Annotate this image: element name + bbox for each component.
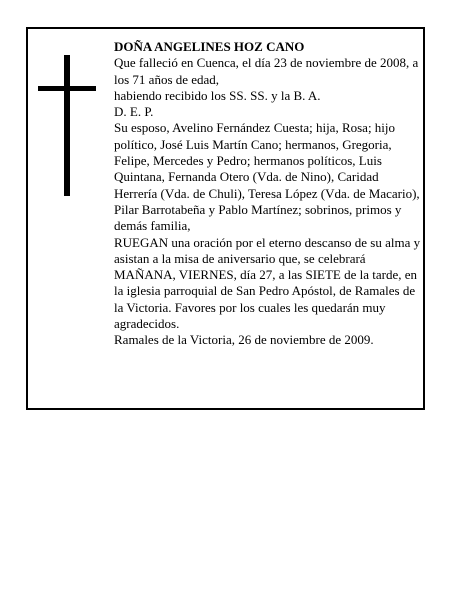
place-and-date: Ramales de la Victoria, 26 de noviembre de 2009. [114, 332, 374, 348]
family-list: Su esposo, Avelino Fernández Cuesta; hija, Rosa; hijo político, José Luis Martín Cano; hermanos, Gregoria, Felipe, Mercedes y Pedro; hermanos políticos, Luis Quintana, Fernanda Otero (Vda. de Nino), Caridad Herrería (Vda. de Chuli), Teresa López (Vda. de Macario), Pilar Barrotabeña y Pablo Martínez; sobrinos, primos y demás familia, [114, 120, 420, 234]
deceased-name: DOÑA ANGELINES HOZ CANO [114, 39, 305, 54]
death-details: Que falleció en Cuenca, el día 23 de noviembre de 2008, a los 71 años de edad, [114, 55, 419, 87]
mass-request: RUEGAN una oración por el eterno descanso de su alma y asistan a la misa de aniversario que, se celebrará MAÑANA, VIERNES, día 27, a las SIETE de la tarde, en la iglesia parroquial de San Pedro Apóstol, de Ramales de la Victoria. Favores por los cuales les quedarán muy agradecidos. [114, 234, 421, 332]
sacraments-line: habiendo recibido los SS. SS. y la B. A. [114, 87, 321, 103]
rip-line: D. E. P. [114, 104, 154, 120]
cross-vertical-bar [64, 55, 70, 196]
cross-horizontal-bar [38, 86, 96, 91]
obituary-text [114, 39, 424, 349]
